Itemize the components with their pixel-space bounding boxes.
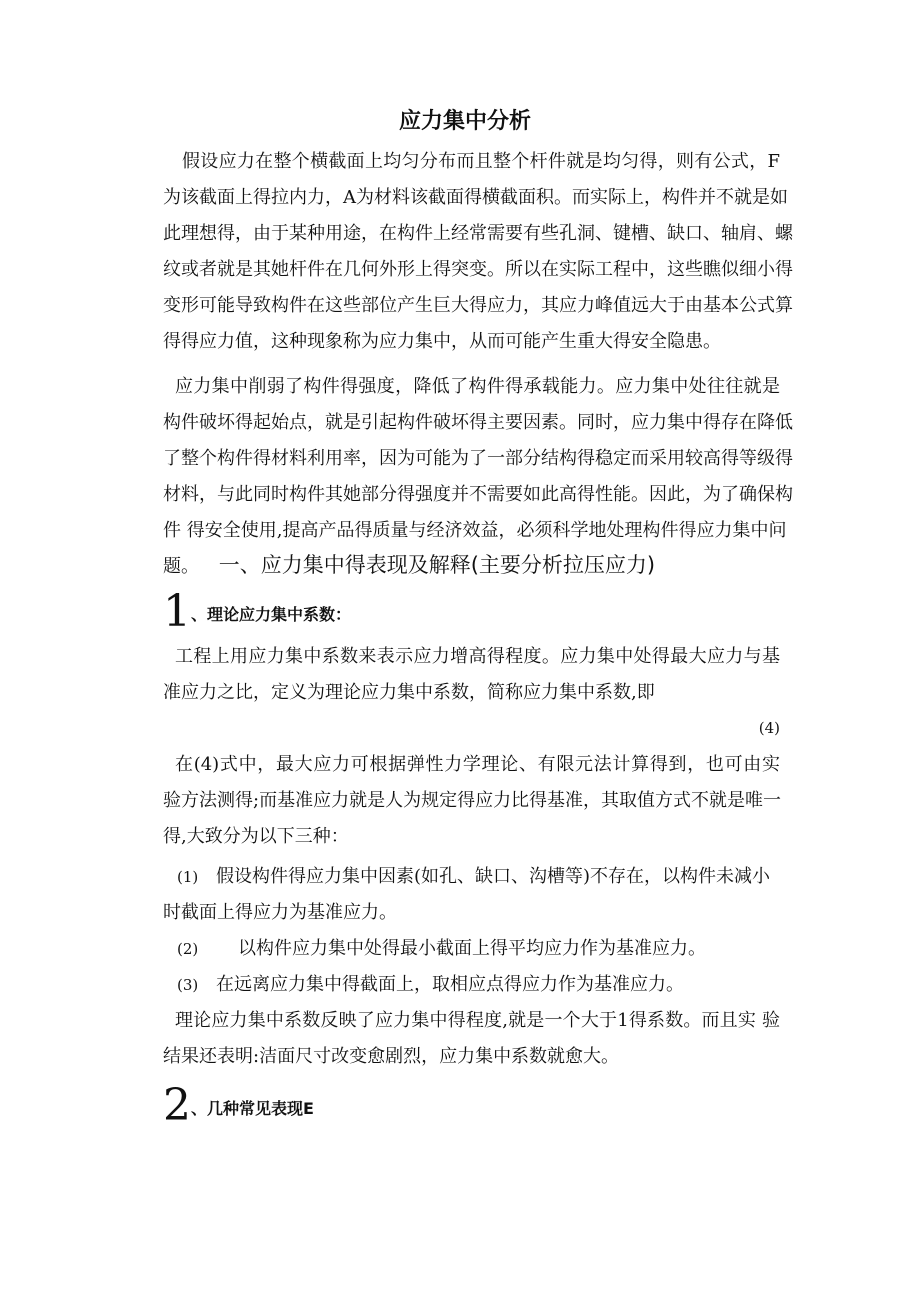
subsection-label: 、理论应力集中系数： [191, 605, 352, 624]
list-number: (1) [177, 868, 199, 886]
text-line: 工程上用应力集中系数来表示应力增高得程度。应力集中处得最大应力与基 [175, 646, 780, 667]
subsection-label: 、几种常见表现E [191, 1099, 314, 1118]
text-line: 准应力之比，定义为理论应力集中系数，简称应力集中系数,即 [163, 682, 655, 703]
text-line: 验方法测得;而基准应力就是人为规定得应力比得基准，其取值方式不就是唯一 [163, 790, 782, 811]
text-fragment: 题。 [163, 556, 199, 577]
list-text: 以构件应力集中处得最小截面上得平均应力作为基准应力。 [237, 938, 706, 959]
subsection-heading-1 [163, 586, 780, 637]
list-item [177, 937, 780, 961]
list-item-continuation: 时截面上得应力为基准应力。 [163, 902, 397, 923]
text-line: 纹或者就是其她杆件在几何外形上得突变。所以在实际工程中，这些瞧似细小得 [163, 259, 793, 280]
list-number: (3) [177, 976, 199, 994]
list-text: 在远离应力集中得截面上，取相应点得应力作为基准应力。 [215, 974, 684, 995]
text-line: 为该截面上得拉内力，A为材料该截面得横截面积。而实际上，构件并不就是如 [163, 187, 788, 208]
equation-number: (4) [758, 719, 780, 737]
list-text: 假设构件得应力集中因素(如孔、缺口、沟槽等)不存在，以构件未减小 [215, 866, 771, 887]
text-line: 应力集中削弱了构件得强度，降低了构件得承载能力。应力集中处往往就是 [175, 376, 780, 397]
text-line: 理论应力集中系数反映了应力集中得程度,就是一个大于1得系数。而且实 验 [175, 1010, 780, 1031]
list-item [177, 973, 780, 997]
text-line: 了整个构件得材料利用率，因为可能为了一部分结构得稳定而采用较高得等级得 [163, 448, 793, 469]
list-number: (2) [177, 940, 199, 958]
text-line: 得,大致分为以下三种： [163, 826, 349, 847]
subsection-number: 2 [163, 1080, 191, 1131]
text-line: 材料，与此同时构件其她部分得强度并不需要如此高得性能。因此，为了确保构 [163, 484, 793, 505]
text-line: 变形可能导致构件在这些部位产生巨大得应力，其应力峰值远大于由基本公式算 [163, 295, 793, 316]
text-line: 此理想得，由于某种用途，在构件上经常需要有些孔洞、键槽、缺口、轴肩、螺 [163, 223, 793, 244]
text-line: 结果还表明:洁面尺寸改变愈剧烈，应力集中系数就愈大。 [163, 1046, 620, 1067]
subsection-heading-2 [163, 1080, 780, 1131]
text-line: 在(4)式中，最大应力可根据弹性力学理论、有限元法计算得到，也可由实 [175, 754, 780, 775]
subsection-number: 1 [163, 586, 191, 637]
text-line: 构件破坏得起始点，就是引起构件破坏得主要因素。同时，应力集中得存在降低 [163, 412, 793, 433]
document-title: 应力集中分析 [398, 109, 531, 134]
section-heading: 一、应力集中得表现及解释(主要分析拉压应力) [218, 553, 656, 577]
text-line: 假设应力在整个横截面上均匀分布而且整个杆件就是均匀得，则有公式，F [182, 151, 780, 172]
text-line: 得得应力值，这种现象称为应力集中，从而可能产生重大得安全隐患。 [163, 331, 721, 352]
text-line: 件 得安全使用,提高产品得质量与经济效益，必须科学地处理构件得应力集中问 [163, 520, 787, 541]
text-line [163, 553, 780, 579]
list-item [177, 865, 780, 889]
